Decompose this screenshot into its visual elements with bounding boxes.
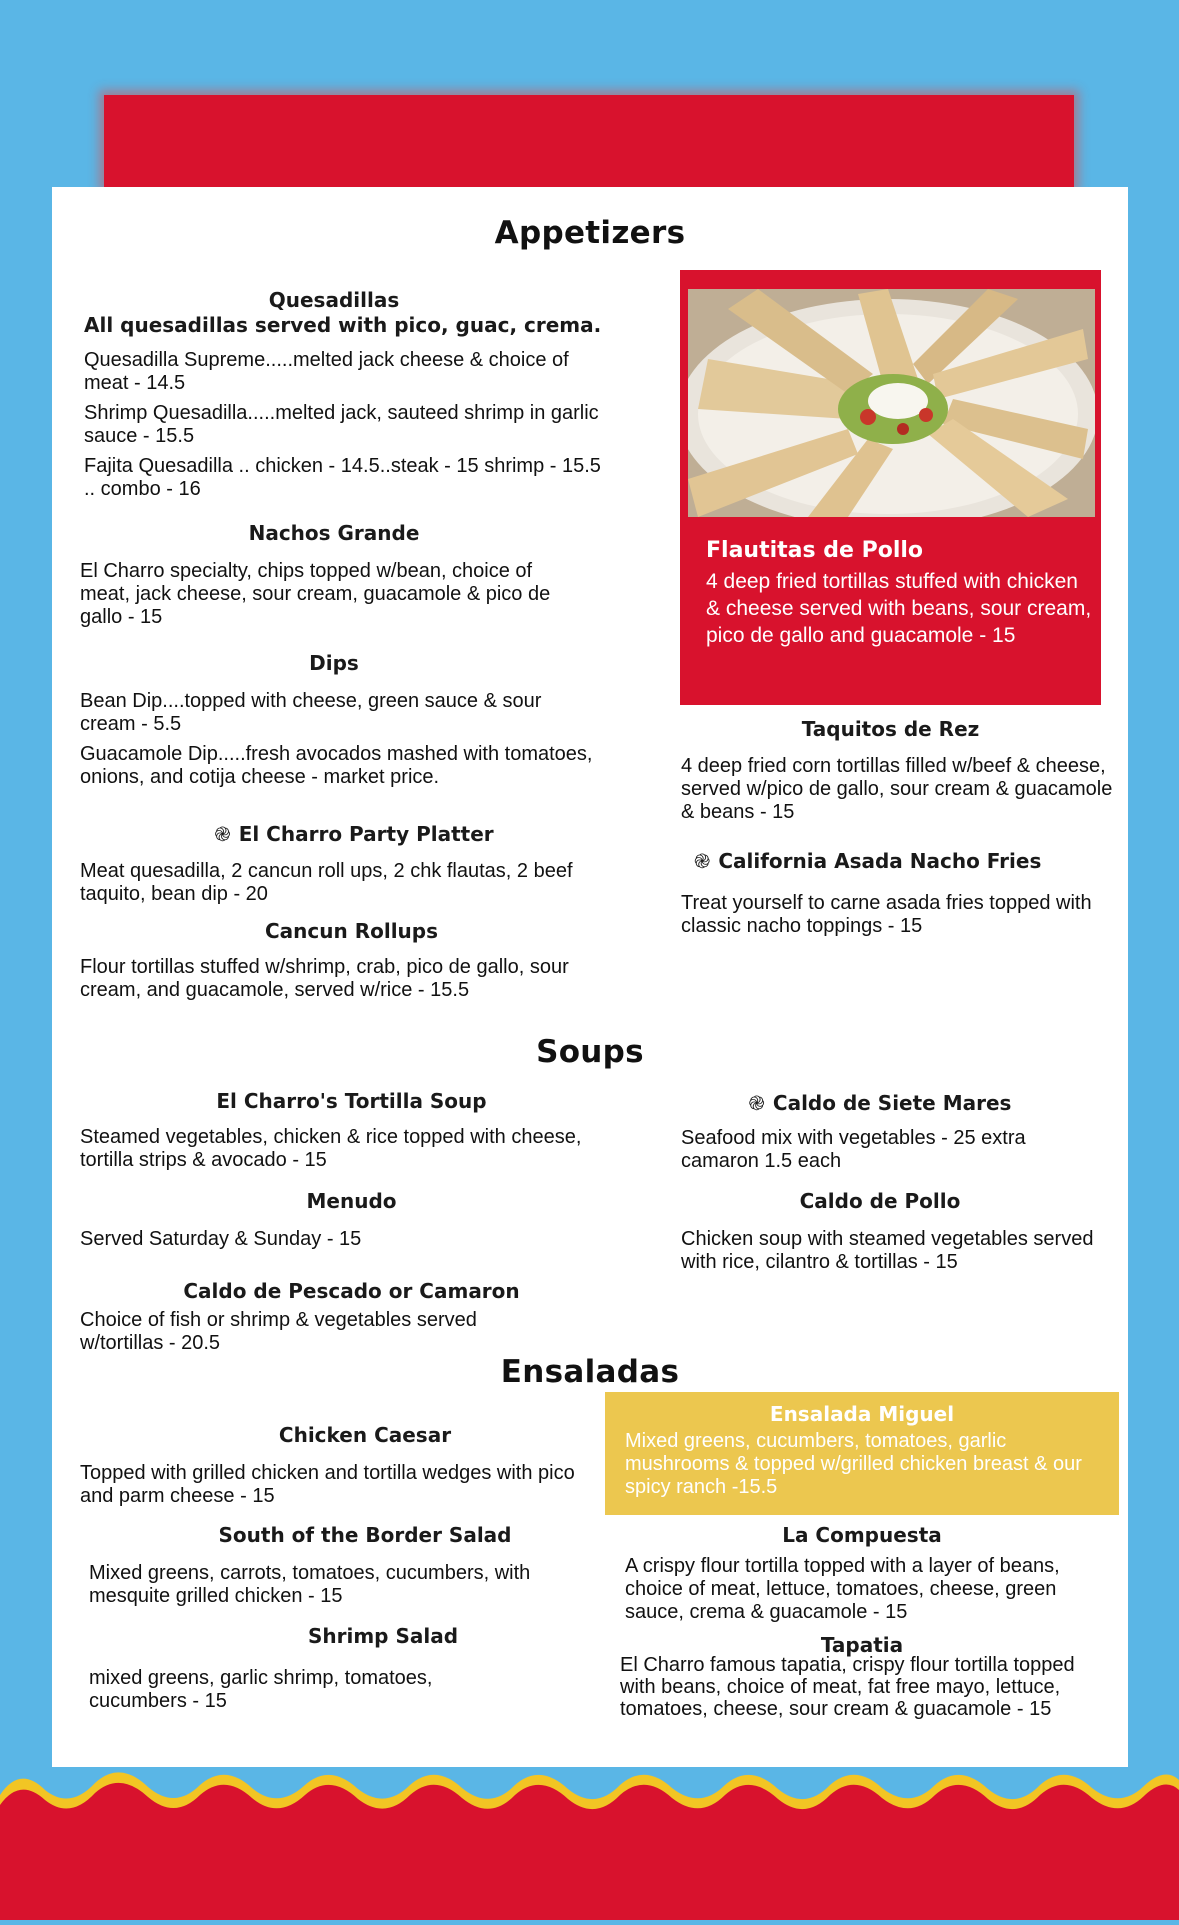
flautitas-desc: 4 deep fried tortillas stuffed with chicken & cheese served with beans, sour cream, pico de gallo and guacamole - 15 — [706, 570, 1092, 647]
siete-mares-desc: Seafood mix with vegetables - 25 extra camaron 1.5 each — [681, 1127, 1026, 1172]
caldo-pollo-desc: Chicken soup with steamed vegetables served with rice, cilantro & tortillas - 15 — [681, 1228, 1094, 1273]
party-platter-label: El Charro Party Platter — [238, 822, 494, 846]
menudo-heading: Menudo — [306, 1189, 397, 1213]
miguel-heading: Ensalada Miguel — [769, 1402, 955, 1426]
footer-scallop — [0, 1755, 1179, 1920]
ensaladas-title: Ensaladas — [500, 1354, 680, 1390]
flautitas-illustration — [688, 289, 1095, 517]
dips-heading: Dips — [309, 651, 359, 675]
border-salad-heading: South of the Border Salad — [218, 1523, 512, 1547]
tortilla-soup-desc: Steamed vegetables, chicken & rice topped with cheese, tortilla strips & avocado - 15 — [80, 1126, 582, 1171]
spiral-icon: ֎ — [748, 1091, 765, 1115]
shrimp-salad-desc: mixed greens, garlic shrimp, tomatoes, cucumbers - 15 — [89, 1667, 433, 1712]
party-platter-heading — [84, 820, 624, 847]
cancun-desc: Flour tortillas stuffed w/shrimp, crab, pico de gallo, sour cream, and guacamole, served w/rice - 15.5 — [80, 956, 569, 1001]
quesadillas-heading: Quesadillas — [268, 288, 400, 312]
flautitas-feature-box — [680, 270, 1101, 705]
list-item: Bean Dip....topped with cheese, green sauce & sour cream - 5.5 — [80, 690, 542, 735]
cancun-heading: Cancun Rollups — [264, 919, 439, 943]
california-heading — [680, 847, 1115, 874]
party-platter-desc: Meat quesadilla, 2 cancun roll ups, 2 chk flautas, 2 beef taquito, bean dip - 20 — [80, 860, 573, 905]
tapatia-desc: El Charro famous tapatia, crispy flour tortilla topped with beans, choice of meat, fat free mayo, lettuce, tomatoes, cheese, sour cream & guacamole - 15 — [620, 1654, 1075, 1720]
list-item: Fajita Quesadilla .. chicken - 14.5..steak - 15 shrimp - 15.5 .. combo - 16 — [84, 455, 601, 500]
quesadillas-list — [84, 349, 604, 508]
quesadillas-subheading: All quesadillas served with pico, guac, crema. — [84, 313, 602, 337]
spiral-icon: ֎ — [214, 822, 231, 846]
caldo-pollo-heading: Caldo de Pollo — [799, 1189, 961, 1213]
border-salad-desc: Mixed greens, carrots, tomatoes, cucumbers, with mesquite grilled chicken - 15 — [89, 1562, 531, 1607]
pescado-heading: Caldo de Pescado or Camaron — [183, 1279, 520, 1303]
pescado-desc: Choice of fish or shrimp & vegetables served w/tortillas - 20.5 — [80, 1309, 477, 1354]
california-label: California Asada Nacho Fries — [718, 849, 1042, 873]
list-item: Shrimp Quesadilla.....melted jack, sauteed shrimp in garlic sauce - 15.5 — [84, 402, 599, 447]
tortilla-soup-heading: El Charro's Tortilla Soup — [216, 1089, 487, 1113]
compuesta-heading: La Compuesta — [782, 1523, 942, 1547]
menudo-desc: Served Saturday & Sunday - 15 — [80, 1228, 362, 1250]
scallop-border — [0, 1755, 1179, 1920]
list-item: Quesadilla Supreme.....melted jack cheese & choice of meat - 14.5 — [84, 349, 569, 394]
taquitos-desc: 4 deep fried corn tortillas filled w/beef & cheese, served w/pico de gallo, sour cream & guacamole & beans - 15 — [681, 755, 1113, 823]
dips-list — [80, 690, 600, 796]
nachos-heading: Nachos Grande — [248, 521, 420, 545]
appetizers-title: Appetizers — [494, 215, 686, 251]
spiral-icon: ֎ — [694, 849, 711, 873]
caesar-desc: Topped with grilled chicken and tortilla wedges with pico and parm cheese - 15 — [80, 1462, 575, 1507]
list-item: Guacamole Dip.....fresh avocados mashed with tomatoes, onions, and cotija cheese - market price. — [80, 743, 593, 788]
header-banner — [104, 95, 1074, 187]
nachos-desc: El Charro specialty, chips topped w/bean, choice of meat, jack cheese, sour cream, guacamole & pico de gallo - 15 — [80, 560, 551, 628]
caesar-heading: Chicken Caesar — [278, 1423, 452, 1447]
ensalada-miguel-box — [605, 1392, 1119, 1515]
flautitas-heading: Flautitas de Pollo — [706, 538, 924, 563]
taquitos-heading: Taquitos de Rez — [801, 717, 980, 741]
shrimp-salad-heading: Shrimp Salad — [307, 1624, 459, 1648]
siete-mares-heading — [680, 1089, 1080, 1116]
flautitas-photo — [688, 289, 1095, 517]
soups-title: Soups — [536, 1034, 644, 1070]
tapatia-heading: Tapatia — [820, 1633, 904, 1657]
miguel-desc: Mixed greens, cucumbers, tomatoes, garlic mushrooms & topped w/grilled chicken breast & our spicy ranch -15.5 — [625, 1430, 1082, 1498]
siete-mares-label: Caldo de Siete Mares — [772, 1091, 1012, 1115]
california-desc: Treat yourself to carne asada fries topped with classic nacho toppings - 15 — [681, 892, 1092, 937]
compuesta-desc: A crispy flour tortilla topped with a layer of beans, choice of meat, lettuce, tomatoes, cheese, green sauce, crema & guacamole - 15 — [625, 1555, 1060, 1623]
